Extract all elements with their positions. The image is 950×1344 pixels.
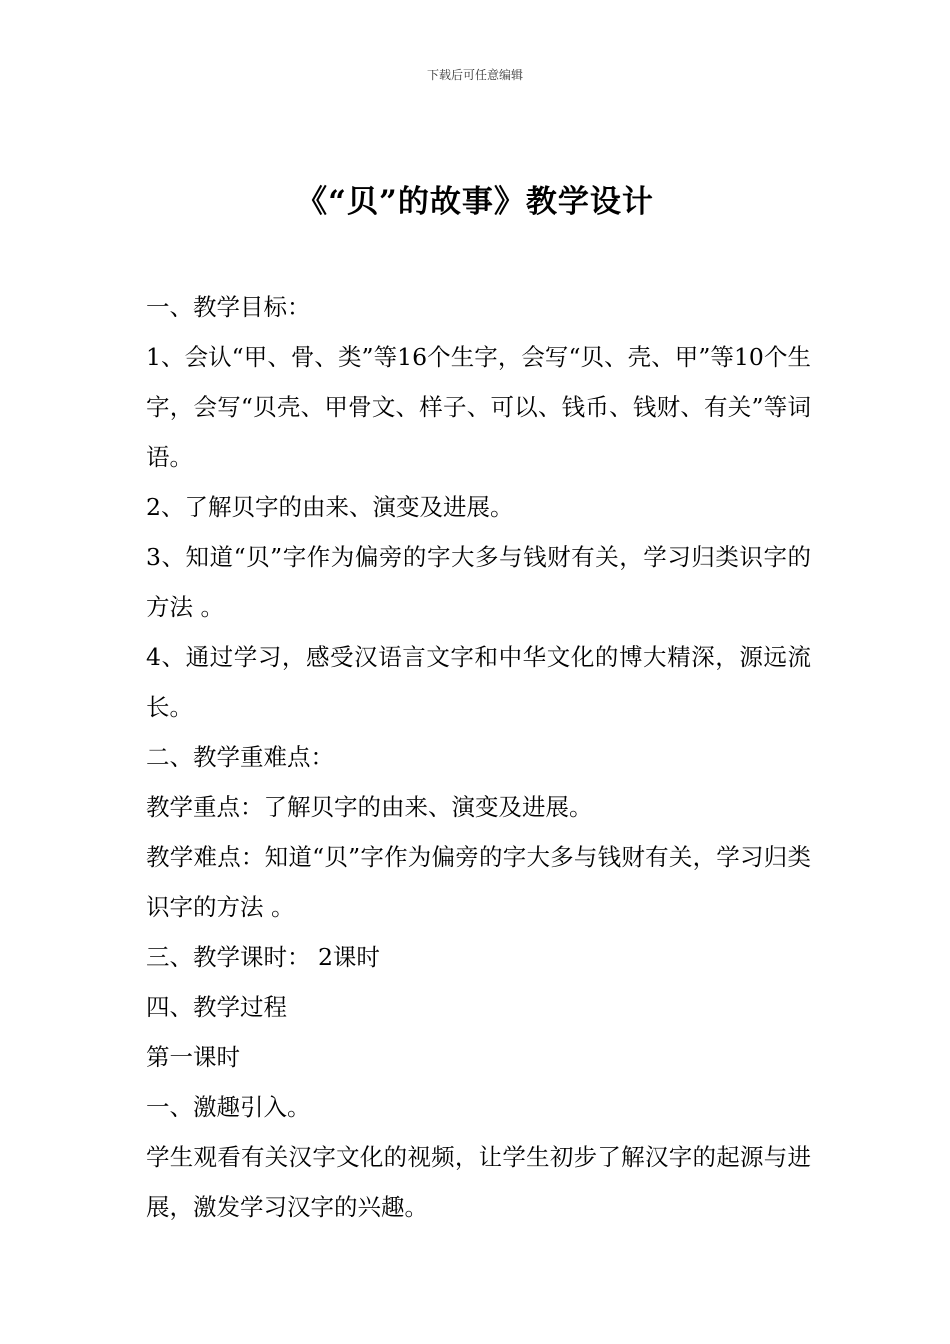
key-point: 教学重点：了解贝字的由来、演变及进展。 bbox=[146, 793, 593, 821]
difficult-point: 教学难点：知道“贝”字作为偏旁的字大多与钱财有关，学习归类识字的方法 。 bbox=[146, 843, 811, 921]
document-title: 《“贝”的故事》教学设计 bbox=[296, 184, 654, 220]
section-heading-process: 四、教学过程 bbox=[146, 993, 287, 1021]
section-heading-key-points: 二、教学重难点： bbox=[146, 743, 334, 771]
section-heading-class-hours: 三、教学课时： 2课时 bbox=[146, 943, 380, 971]
objective-2: 2、了解贝字的由来、演变及进展。 bbox=[146, 493, 514, 521]
section-heading-objectives: 一、教学目标： bbox=[146, 293, 311, 321]
objective-3: 3、知道“贝”字作为偏旁的字大多与钱财有关，学习归类识字的方法 。 bbox=[146, 543, 811, 621]
step-heading-intro: 一、激趣引入。 bbox=[146, 1093, 311, 1121]
document-body bbox=[146, 282, 811, 1232]
step-intro-text: 学生观看有关汉字文化的视频，让学生初步了解汉字的起源与进展，激发学习汉字的兴趣。 bbox=[146, 1143, 811, 1221]
objective-4: 4、通过学习，感受汉语言文字和中华文化的博大精深，源远流长。 bbox=[146, 643, 811, 721]
objective-1: 1、会认“甲、骨、类”等16个生字，会写“贝、壳、甲”等10个生字，会写“贝壳、甲骨文、样子、可以、钱币、钱财、有关”等词语。 bbox=[146, 343, 811, 471]
header-note: 下载后可任意编辑 bbox=[426, 68, 523, 82]
lesson-heading: 第一课时 bbox=[146, 1043, 240, 1071]
